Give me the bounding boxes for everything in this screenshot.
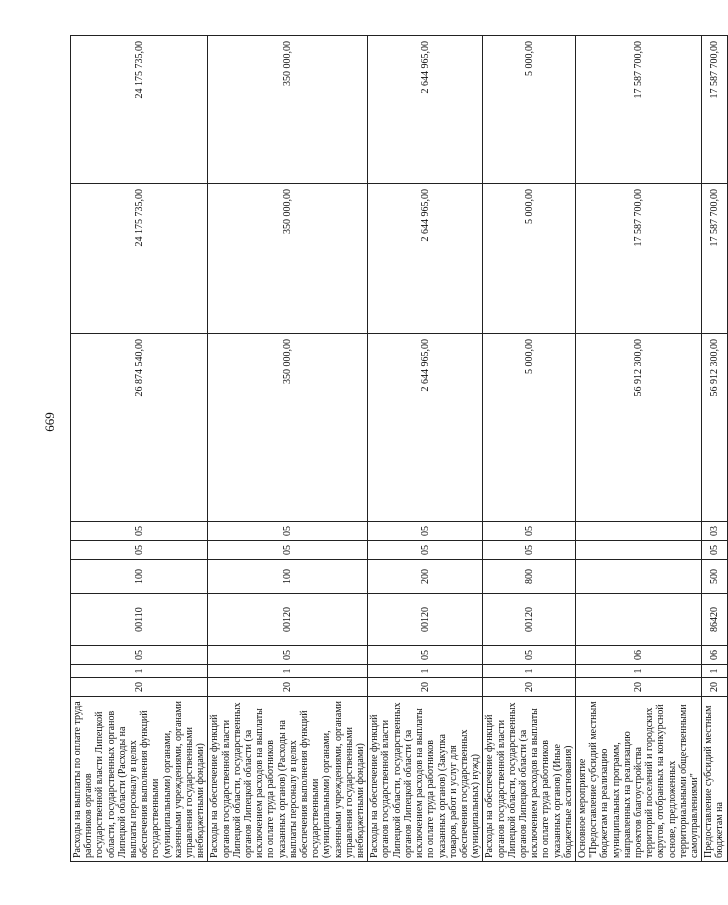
table-row [71,36,208,862]
code-cell: 100 [71,560,208,594]
code-cell: 06 [702,646,727,665]
code-cell: 06 [575,646,701,665]
table-row [575,36,701,862]
table-row [208,36,368,862]
amount-cell: 17 587 700,00 [575,184,701,334]
table-row [368,36,483,862]
budget-table [70,35,728,862]
code-cell: 86420 [702,594,727,646]
amount-cell: 5 000,00 [483,36,576,184]
code-cell: 20 [208,678,368,697]
row-description: Расходы на выплаты по оплате труда работников органов государственной власти Липецкой области, государственных органов Липецкой области (Расходы на выплаты персоналу в целях обеспечения выполнения функций государственными (муниципальными) органами, казенными учреждениями, органами управления государственными внебюджетными фондами) [71,697,208,862]
table-row [702,36,727,862]
amount-cell: 56 912 300,00 [702,334,727,522]
code-cell: 05 [368,541,483,560]
amount-cell: 5 000,00 [483,184,576,334]
code-cell: 05 [208,646,368,665]
code-cell: 1 [368,665,483,678]
code-cell: 03 [702,522,727,541]
code-cell: 05 [71,646,208,665]
amount-cell: 17 587 700,00 [702,36,727,184]
code-cell: 00120 [368,594,483,646]
row-description: Предоставление субсидий местным бюджетам на [702,697,727,862]
amount-cell: 350 000,00 [208,184,368,334]
code-cell: 1 [208,665,368,678]
code-cell: 20 [483,678,576,697]
code-cell: 05 [483,646,576,665]
code-cell: 05 [368,522,483,541]
code-cell: 05 [208,541,368,560]
code-cell [575,541,701,560]
code-cell: 05 [702,541,727,560]
amount-cell: 350 000,00 [208,334,368,522]
code-cell: 20 [702,678,727,697]
code-cell: 200 [368,560,483,594]
code-cell: 05 [483,541,576,560]
code-cell: 05 [71,541,208,560]
row-description: Расходы на обеспечение функций органов государственной власти Липецкой области, государственных органов Липецкой области (за исключением расходов на выплаты по оплате труда работников указанных органов) (Закупка товаров, работ и услуг для обеспечения государственных (муниципальных) нужд) [368,697,483,862]
code-cell: 1 [575,665,701,678]
row-description: Расходы на обеспечение функций органов государственной власти Липецкой области, государственных органов Липецкой области (за исключением расходов на выплаты по оплате труда работников указанных органов) (Расходы на выплаты персоналу в целях обеспечения выполнения функций государственными (муниципальными) органами, казенными учреждениями, органами управления государственными внебюджетными фондами) [208,697,368,862]
code-cell: 20 [71,678,208,697]
code-cell: 20 [575,678,701,697]
code-cell: 20 [368,678,483,697]
code-cell: 100 [208,560,368,594]
amount-cell: 24 175 735,00 [71,36,208,184]
code-cell: 1 [702,665,727,678]
code-cell: 00120 [208,594,368,646]
amount-cell: 17 587 700,00 [575,36,701,184]
amount-cell: 350 000,00 [208,36,368,184]
code-cell: 05 [483,522,576,541]
code-cell: 500 [702,560,727,594]
code-cell [575,522,701,541]
code-cell: 05 [368,646,483,665]
code-cell [575,594,701,646]
amount-cell: 56 912 300,00 [575,334,701,522]
amount-cell: 5 000,00 [483,334,576,522]
code-cell: 800 [483,560,576,594]
row-description: Расходы на обеспечение функций органов государственной власти Липецкой области, государственных органов Липецкой области (за исключением расходов на выплаты по оплате труда работников указанных органов) (Иные бюджетные ассигнования) [483,697,576,862]
amount-cell: 17 587 700,00 [702,184,727,334]
table-row [483,36,576,862]
amount-cell: 26 874 540,00 [71,334,208,522]
code-cell [575,560,701,594]
amount-cell: 24 175 735,00 [71,184,208,334]
page-number: 669 [42,412,57,432]
rotated-page-content [70,36,726,862]
amount-cell: 2 644 965,00 [368,36,483,184]
code-cell: 05 [71,522,208,541]
code-cell: 05 [208,522,368,541]
code-cell: 00120 [483,594,576,646]
code-cell: 1 [71,665,208,678]
code-cell: 1 [483,665,576,678]
code-cell: 00110 [71,594,208,646]
amount-cell: 2 644 965,00 [368,184,483,334]
row-description: Основное мероприятие "Предоставление субсидий местным бюджетам на реализацию муниципальных программ, направленных на реализацию проектов благоустройства территорий поселений и городских округов, отобранных на конкурсной основе, предложенных территориальными общественными самоуправлениями" [575,697,701,862]
amount-cell: 2 644 965,00 [368,334,483,522]
